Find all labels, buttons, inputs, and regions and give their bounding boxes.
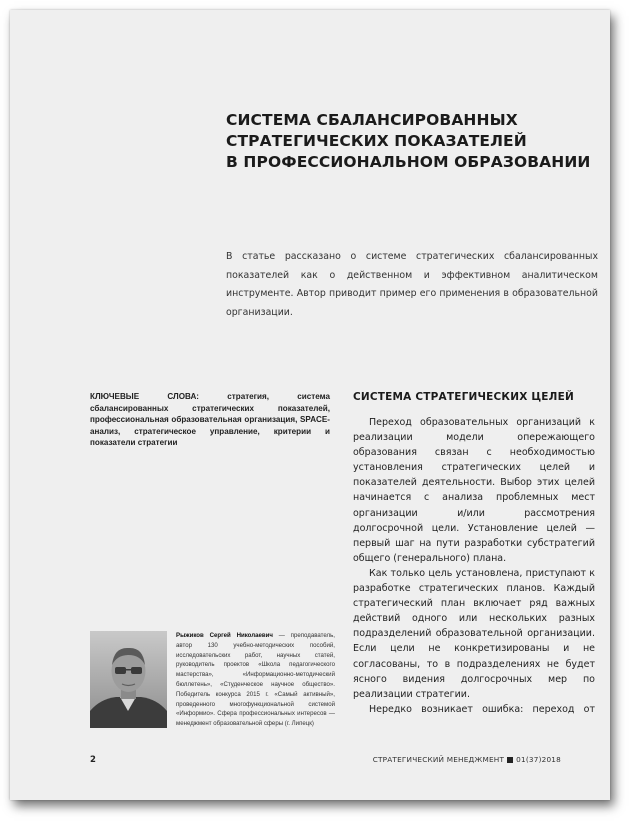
author-note [176, 631, 335, 729]
article-lead: В статье рассказано о системе стратегических сбалансированных показателей как о действенном и эффективном аналитическом инструменте. Автор приводит пример его применения в образовательной организации. [226, 251, 598, 318]
author-name: Рыжиков Сергей Николаевич [176, 632, 273, 639]
article-title-line: В ПРОФЕССИОНАЛЬНОМ ОБРАЗОВАНИИ [226, 153, 591, 171]
section-heading: СИСТЕМА СТРАТЕГИЧЕСКИХ ЦЕЛЕЙ [353, 391, 574, 403]
author-portrait-image [90, 631, 167, 728]
author-photo [90, 631, 167, 728]
article-title-line: СИСТЕМА СБАЛАНСИРОВАННЫХ [226, 111, 518, 129]
keywords-text: стратегия, система сбалансированных стратегических показателей, профессиональная образовательная организация, SPACE-анализ, стратегическое управление, критерии и показатели стратегии [90, 392, 330, 447]
author-bio: — преподаватель, автор 130 учебно-методических пособий, исследовательских работ, научных статей, руководитель проектов «Школа педагогического мастерства», «Информационно-методический бюллетень», «Студенческое научное общество». Победитель конкурса 2015 г. «Самый активный», проведенного многофункциональной системой «Информио». Сфера профессиональных интересов — менеджмент образовательной сферы (г. Липецк) [176, 632, 335, 728]
body-paragraph: Как только цель установлена, приступают к разработке стратегических планов. Каждый стратегический план включает ряд важных действий одного или нескольких разных подразделений образовательной организации. Если цели не конкретизированы и не согласованы, то в подразделениях не будет ясного видения долгосрочных мер по реализации стратегии. [353, 567, 595, 700]
page-number: 2 [90, 755, 96, 765]
article-title [226, 110, 606, 173]
journal-page [10, 10, 610, 800]
keywords-label: КЛЮЧЕВЫЕ СЛОВА: [90, 392, 199, 401]
journal-name: СТРАТЕГИЧЕСКИЙ МЕНЕДЖМЕНТ [372, 755, 505, 764]
keywords-block [90, 391, 330, 449]
running-footer [373, 755, 561, 764]
article-body [353, 415, 595, 715]
article-title-line: СТРАТЕГИЧЕСКИХ ПОКАЗАТЕЛЕЙ [226, 132, 527, 150]
body-paragraph: Нередко возникает ошибка: переход от [369, 703, 595, 715]
body-paragraph: Переход образовательных организаций к реализации модели опережающего образования связан с необходимостью установления стратегических целей и показателей деятельности. Выбор этих целей начинается с анализа проблемных мест организации и/или рассмотрения долгосрочной цели. Установление целей — первый шаг на пути разработки субстратегий общего (генерального) плана. [353, 417, 595, 564]
journal-issue: 01(37)2018 [516, 755, 561, 764]
square-bullet-icon [507, 757, 513, 763]
